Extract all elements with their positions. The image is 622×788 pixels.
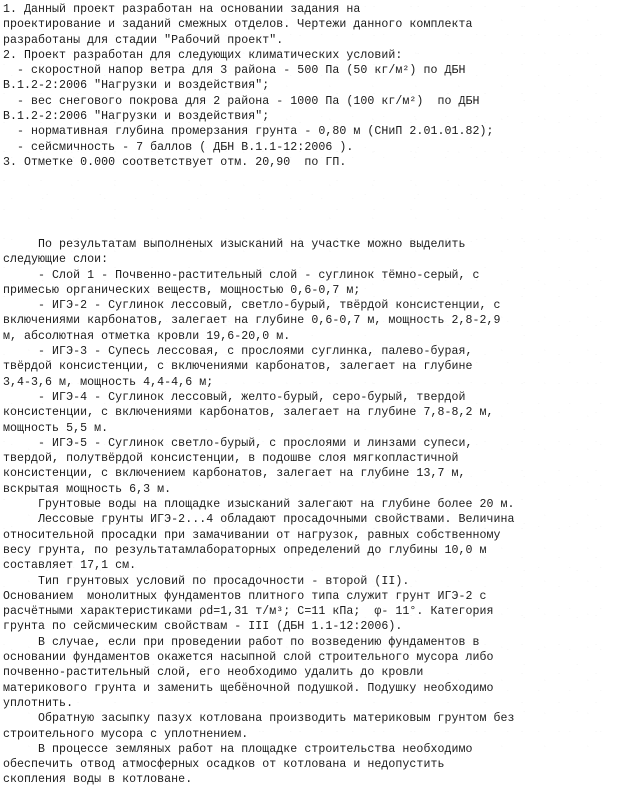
text-line: - ИГЭ-3 - Супесь лессовая, с прослоями суглинка, палево-бурая, [3, 345, 473, 359]
text-line: строительного мусора с уплотнением. [3, 727, 249, 741]
text-line: - ИГЭ-4 - Суглинок лессовый, желто-бурый, серо-бурый, твердой [3, 390, 466, 404]
text-line: включениями карбонатов, залегает на глубине 0,6-0,7 м, мощность 2,8-2,9 [3, 314, 501, 328]
text-line: составляет 17,1 см. [3, 559, 137, 573]
text-line: обеспечить отвод атмосферных осадков от котлована и недопустить [3, 758, 445, 772]
text-line: - ИГЭ-5 - Суглинок светло-бурый, с прослоями и линзами супеси, [3, 436, 473, 450]
text-line: В.1.2-2:2006 "Нагрузки и воздействия"; [3, 79, 270, 93]
text-line: относительной просадки при замачивании от нагрузок, равных собственному [3, 528, 501, 542]
general-notes-block [0, 2, 622, 170]
text-line: разработаны для стадии "Рабочий проект". [3, 33, 284, 47]
text-line: грунта по сейсмическим свойствам - III (ДБН 1.1-12:2006). [3, 620, 403, 634]
text-line: м, абсолютная отметка кровли 19,6-20,0 м. [3, 329, 291, 343]
text-line: твёрдой консистенции, с включениями карбонатов, залегает на глубине [3, 360, 473, 374]
text-line: Лессовые грунты ИГЭ-2...4 обладают просадочными свойствами. Величина [3, 513, 515, 527]
text-line: - сейсмичность - 7 баллов ( ДБН В.1.1-12:2006 ). [3, 140, 354, 154]
text-line: 2. Проект разработан для следующих климатических условий: [3, 48, 403, 62]
text-line: - ИГЭ-2 - Суглинок лессовый, светло-бурый, твёрдой консистенции, с [3, 299, 501, 313]
text-line: проектирование и заданий смежных отделов. Чертежи данного комплекта [3, 18, 473, 32]
text-line: следующие слои: [3, 253, 109, 267]
text-line: примесью органических веществ, мощностью 0,6-0,7 м; [3, 283, 361, 297]
text-line: скопления воды в котловане. [3, 773, 193, 787]
text-line: В случае, если при проведении работ по возведению фундаментов в [3, 635, 480, 649]
text-line: материкового грунта и заменить щебёночной подушкой. Подушку необходимо [3, 681, 494, 695]
text-line: мощность 5,5 м. [3, 421, 109, 435]
text-line: По результатам выполненых изысканий на участке можно выделить [3, 238, 466, 251]
text-line: В процессе земляных работ на площадке строительства необходимо [3, 742, 473, 756]
text-line: вскрытая мощность 6,3 м. [3, 482, 172, 496]
text-line: Грунтовые воды на площадке изысканий залегают на глубине более 20 м. [3, 498, 515, 512]
text-line: - скоростной напор ветра для 3 района - 500 Па (50 кг/м²) по ДБН [3, 64, 466, 78]
text-line: 3. Отметке 0.000 соответствует отм. 20,90 по ГП. [3, 155, 347, 169]
text-line: расчётными характеристиками ρd=1,31 т/м³; C=11 кПа; φ- 11°. Категория [3, 605, 494, 619]
text-line: весу грунта, по результатамлабораторных определений до глубины 10,0 м [3, 543, 487, 557]
text-line: основании фундаментов окажется насыпной слой строительного мусора либо [3, 651, 494, 665]
text-line: - нормативная глубина промерзания грунта - 0,80 м (СНиП 2.01.01.82); [3, 125, 494, 139]
text-line: 3,4-3,6 м, мощность 4,4-4,6 м; [3, 375, 214, 389]
text-line: консистенции, с включением карбонатов, залегает на глубине 13,7 м, [3, 467, 466, 481]
text-line: - вес снегового покрова для 2 района - 1000 Па (100 кг/м²) по ДБН [3, 94, 480, 108]
text-line: твердой, полутвёрдой консистенции, в подошве слоя мягкопластичной [3, 452, 459, 466]
text-line: 1. Данный проект разработан на основании задания на [3, 3, 361, 16]
text-line: консистенции, с включениями карбонатов, залегает на глубине 7,8-8,2 м, [3, 406, 494, 420]
text-line: - Слой 1 - Почвенно-растительный слой - суглинок тёмно-серый, с [3, 268, 480, 282]
text-line: Тип грунтовых условий по просадочности - второй (II). [3, 574, 410, 588]
text-line: почвенно-растительный слой, его необходимо удалить до кровли [3, 666, 424, 680]
text-line: уплотнить. [3, 696, 74, 710]
text-line: В.1.2-2:2006 "Нагрузки и воздействия"; [3, 110, 270, 124]
text-line: Обратную засыпку пазух котлована производить материковым грунтом без [3, 712, 515, 726]
survey-results-block [0, 237, 622, 788]
text-line: Основанием монолитных фундаментов плитного типа служит грунт ИГЭ-2 с [3, 589, 487, 603]
